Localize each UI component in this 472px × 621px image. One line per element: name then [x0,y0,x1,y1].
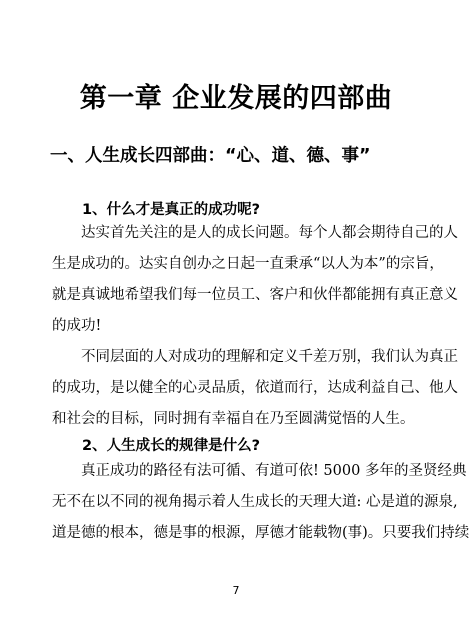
subsection-heading-2: 2、人生成长的规律是什么? [82,438,260,454]
paragraph [52,342,458,435]
paragraph-line: 达实首先关注的是人的成长问题。每个人都会期待自己的人 [81,225,458,241]
chapter-title: 第一章 企业发展的四部曲 [79,83,393,114]
paragraph-line: 不同层面的人对成功的理解和定义千差万别，我们认为真正 [81,349,458,365]
paragraph-line: 生是成功的。达实自创办之日起一直秉承“以人为本”的宗旨， [52,256,444,272]
page-number: 7 [232,584,240,597]
paragraph-line: 和社会的目标，同时拥有幸福自在乃至圆满觉悟的人生。 [52,411,415,427]
paragraph-line: 无不在以不同的视角揭示着人生成长的天理大道: 心是道的源泉, [52,494,458,510]
paragraph-line: 真正成功的路径有法可循、有道可依! 5000 多年的圣贤经典 [81,463,467,479]
subsection-heading-1: 1、什么才是真正的成功呢? [82,202,260,218]
paragraph-line: 道是德的根本，德是事的根源，厚德才能载物(事)。只要我们持续 [52,525,470,541]
paragraph [52,456,470,549]
paragraph-line: 就是真诚地希望我们每一位员工、客户和伙伴都能拥有真正意义 [52,287,458,303]
paragraph-line: 的成功，是以健全的心灵品质，依道而行，达成利益自己、他人 [52,380,458,396]
section-heading: 一、人生成长四部曲：“心、道、德、事” [50,146,371,166]
paragraph-line: 的成功! [52,318,102,334]
paragraph [52,218,458,342]
